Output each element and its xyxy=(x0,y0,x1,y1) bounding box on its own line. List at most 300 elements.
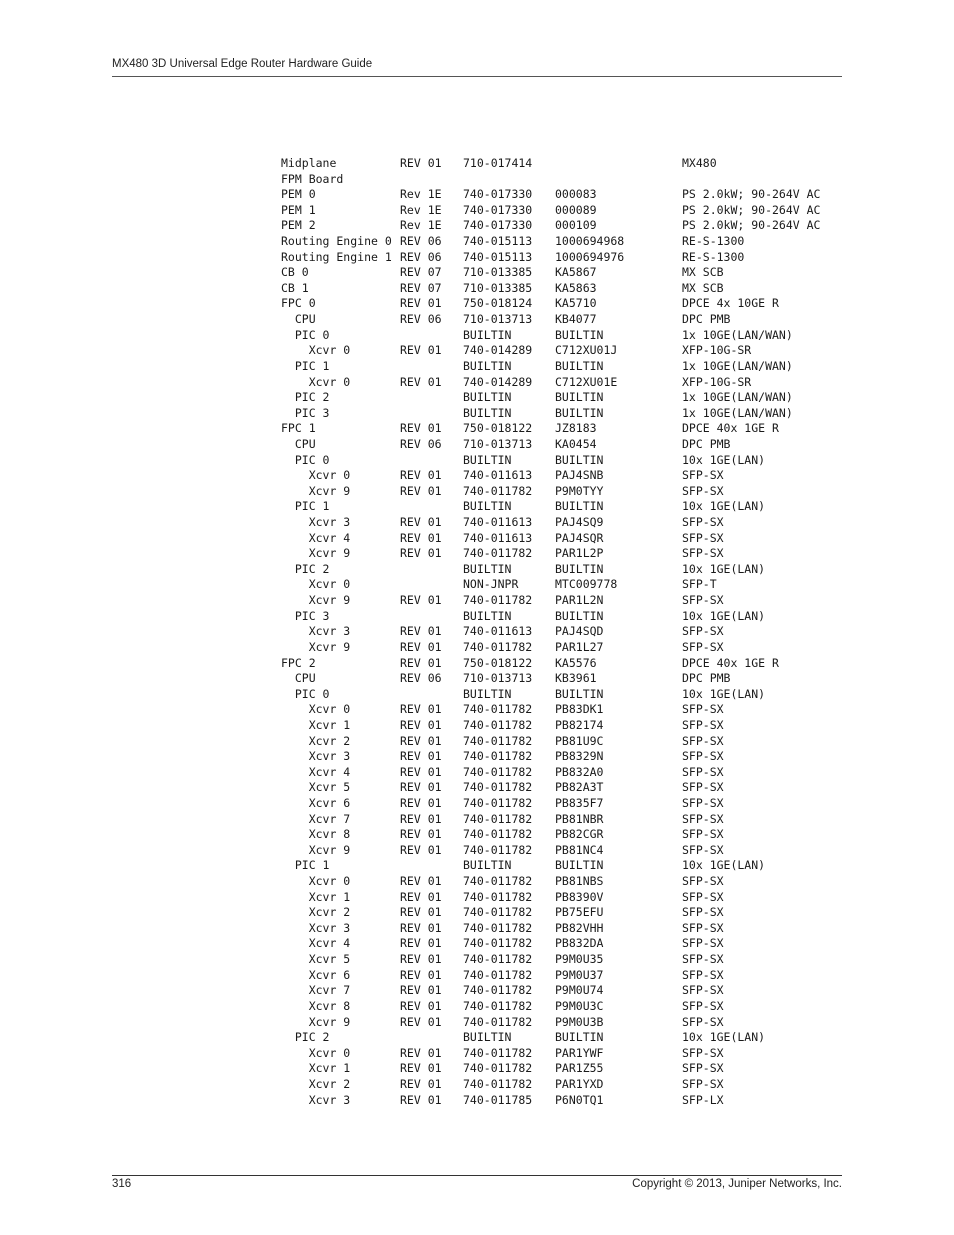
item-name: Xcvr 9 xyxy=(281,546,351,561)
inventory-row xyxy=(281,921,841,937)
serial-number: KA5863 xyxy=(555,280,597,295)
serial-number: 000109 xyxy=(555,218,597,233)
description: SFP-SX xyxy=(682,967,724,982)
inventory-row xyxy=(281,983,841,999)
version: REV 01 xyxy=(400,296,442,311)
serial-number: PB835F7 xyxy=(555,795,604,810)
inventory-row xyxy=(281,156,841,172)
inventory-row xyxy=(281,484,841,500)
part-number: 740-011613 xyxy=(463,468,533,483)
inventory-row xyxy=(281,609,841,625)
version: REV 01 xyxy=(400,702,442,717)
part-number: BUILTIN xyxy=(463,327,512,342)
part-number: 740-011782 xyxy=(463,842,533,857)
part-number: 740-011613 xyxy=(463,530,533,545)
item-name: PIC 3 xyxy=(281,608,330,623)
inventory-row xyxy=(281,765,841,781)
part-number: BUILTIN xyxy=(463,858,512,873)
item-name: Routing Engine 1 xyxy=(281,249,392,264)
part-number: 740-011782 xyxy=(463,1014,533,1029)
part-number: BUILTIN xyxy=(463,1030,512,1045)
version: REV 01 xyxy=(400,343,442,358)
part-number: 740-014289 xyxy=(463,343,533,358)
inventory-row xyxy=(281,1077,841,1093)
version: REV 01 xyxy=(400,889,442,904)
part-number: 740-011782 xyxy=(463,639,533,654)
page-number: 316 xyxy=(112,1178,132,1190)
description: MX SCB xyxy=(682,280,724,295)
item-name: Xcvr 0 xyxy=(281,1045,351,1060)
part-number: 710-013385 xyxy=(463,280,533,295)
item-name: Xcvr 1 xyxy=(281,717,351,732)
part-number: 740-011782 xyxy=(463,1076,533,1091)
inventory-row xyxy=(281,281,841,297)
serial-number: PB83DK1 xyxy=(555,702,604,717)
item-name: PEM 0 xyxy=(281,187,316,202)
serial-number: PB832A0 xyxy=(555,764,604,779)
version: REV 01 xyxy=(400,983,442,998)
version: REV 01 xyxy=(400,1092,442,1107)
description: 10x 1GE(LAN) xyxy=(682,686,766,701)
part-number: 740-017330 xyxy=(463,187,533,202)
version: REV 01 xyxy=(400,483,442,498)
version: REV 01 xyxy=(400,764,442,779)
description: SFP-SX xyxy=(682,827,724,842)
serial-number: KB3961 xyxy=(555,671,597,686)
serial-number: PAR1YWF xyxy=(555,1045,604,1060)
description: RE-S-1300 xyxy=(682,234,745,249)
part-number: 750-018124 xyxy=(463,296,533,311)
part-number: 750-018122 xyxy=(463,421,533,436)
serial-number: PAJ4SQD xyxy=(555,624,604,639)
item-name: Xcvr 8 xyxy=(281,998,351,1013)
inventory-row xyxy=(281,218,841,234)
serial-number: 1000694976 xyxy=(555,249,625,264)
description: SFP-SX xyxy=(682,764,724,779)
inventory-row xyxy=(281,999,841,1015)
version: REV 01 xyxy=(400,624,442,639)
serial-number: BUILTIN xyxy=(555,686,604,701)
version: REV 01 xyxy=(400,920,442,935)
serial-number: BUILTIN xyxy=(555,1030,604,1045)
serial-number: 000089 xyxy=(555,202,597,217)
description: XFP-10G-SR xyxy=(682,343,752,358)
part-number: 740-011782 xyxy=(463,483,533,498)
part-number: BUILTIN xyxy=(463,452,512,467)
description: SFP-SX xyxy=(682,889,724,904)
item-name: PIC 0 xyxy=(281,686,330,701)
serial-number: PB82VHH xyxy=(555,920,604,935)
part-number: NON-JNPR xyxy=(463,577,519,592)
inventory-row xyxy=(281,687,841,703)
item-name: Xcvr 1 xyxy=(281,1061,351,1076)
item-name: PIC 3 xyxy=(281,405,330,420)
item-name: PEM 2 xyxy=(281,218,316,233)
inventory-row xyxy=(281,671,841,687)
inventory-row xyxy=(281,718,841,734)
version: REV 01 xyxy=(400,717,442,732)
item-name: CB 0 xyxy=(281,265,309,280)
description: 10x 1GE(LAN) xyxy=(682,608,766,623)
inventory-row xyxy=(281,827,841,843)
part-number: 740-011782 xyxy=(463,749,533,764)
description: SFP-SX xyxy=(682,733,724,748)
inventory-row xyxy=(281,234,841,250)
part-number: 740-011782 xyxy=(463,1061,533,1076)
item-name: Xcvr 2 xyxy=(281,1076,351,1091)
serial-number: BUILTIN xyxy=(555,452,604,467)
version: REV 01 xyxy=(400,842,442,857)
part-number: 710-013713 xyxy=(463,671,533,686)
item-name: Xcvr 3 xyxy=(281,920,351,935)
version: REV 01 xyxy=(400,655,442,670)
inventory-row xyxy=(281,203,841,219)
version: REV 01 xyxy=(400,795,442,810)
inventory-row xyxy=(281,359,841,375)
description: DPC PMB xyxy=(682,671,731,686)
inventory-row xyxy=(281,421,841,437)
serial-number: PB82174 xyxy=(555,717,604,732)
serial-number: BUILTIN xyxy=(555,405,604,420)
inventory-row xyxy=(281,812,841,828)
serial-number: PB81NBS xyxy=(555,874,604,889)
description: SFP-SX xyxy=(682,936,724,951)
description: SFP-SX xyxy=(682,780,724,795)
part-number: BUILTIN xyxy=(463,390,512,405)
part-number: 710-017414 xyxy=(463,156,533,170)
description: SFP-LX xyxy=(682,1092,724,1107)
description: SFP-SX xyxy=(682,717,724,732)
description: PS 2.0kW; 90-264V AC xyxy=(682,187,821,202)
part-number: 710-013713 xyxy=(463,312,533,327)
version: REV 01 xyxy=(400,530,442,545)
serial-number: P9M0U35 xyxy=(555,952,604,967)
version: REV 06 xyxy=(400,312,442,327)
inventory-row xyxy=(281,1093,841,1109)
inventory-row xyxy=(281,468,841,484)
description: DPCE 4x 10GE R xyxy=(682,296,779,311)
item-name: Xcvr 0 xyxy=(281,343,351,358)
footer-divider xyxy=(112,1175,842,1176)
description: SFP-SX xyxy=(682,749,724,764)
serial-number: KA5576 xyxy=(555,655,597,670)
serial-number: KA5710 xyxy=(555,296,597,311)
inventory-row xyxy=(281,874,841,890)
inventory-row xyxy=(281,1061,841,1077)
version: REV 01 xyxy=(400,780,442,795)
item-name: Xcvr 1 xyxy=(281,889,351,904)
item-name: PIC 0 xyxy=(281,452,330,467)
item-name: PIC 2 xyxy=(281,1030,330,1045)
part-number: 740-011782 xyxy=(463,733,533,748)
serial-number: P9M0TYY xyxy=(555,483,604,498)
version: REV 01 xyxy=(400,1045,442,1060)
version: REV 01 xyxy=(400,749,442,764)
part-number: 750-018122 xyxy=(463,655,533,670)
item-name: PIC 1 xyxy=(281,499,330,514)
item-name: Midplane xyxy=(281,156,337,170)
description: 10x 1GE(LAN) xyxy=(682,858,766,873)
serial-number: PB81U9C xyxy=(555,733,604,748)
part-number: 740-011782 xyxy=(463,1045,533,1060)
description: 1x 10GE(LAN/WAN) xyxy=(682,327,793,342)
inventory-row xyxy=(281,749,841,765)
inventory-row xyxy=(281,936,841,952)
inventory-row xyxy=(281,343,841,359)
inventory-row xyxy=(281,250,841,266)
item-name: Xcvr 3 xyxy=(281,749,351,764)
inventory-row xyxy=(281,858,841,874)
serial-number: BUILTIN xyxy=(555,858,604,873)
item-name: Routing Engine 0 xyxy=(281,234,392,249)
item-name: Xcvr 6 xyxy=(281,795,351,810)
description: 10x 1GE(LAN) xyxy=(682,452,766,467)
description: SFP-SX xyxy=(682,920,724,935)
description: RE-S-1300 xyxy=(682,249,745,264)
part-number: 740-014289 xyxy=(463,374,533,389)
version: REV 01 xyxy=(400,1061,442,1076)
serial-number: PB81NC4 xyxy=(555,842,604,857)
inventory-row xyxy=(281,515,841,531)
inventory-row xyxy=(281,656,841,672)
serial-number: PB832DA xyxy=(555,936,604,951)
inventory-row xyxy=(281,312,841,328)
description: SFP-SX xyxy=(682,952,724,967)
serial-number: C712XU01E xyxy=(555,374,618,389)
description: SFP-SX xyxy=(682,795,724,810)
part-number: 740-015113 xyxy=(463,249,533,264)
part-number: 740-011782 xyxy=(463,874,533,889)
description: PS 2.0kW; 90-264V AC xyxy=(682,202,821,217)
inventory-row xyxy=(281,390,841,406)
item-name: Xcvr 0 xyxy=(281,577,351,592)
description: SFP-SX xyxy=(682,546,724,561)
inventory-row xyxy=(281,328,841,344)
item-name: Xcvr 7 xyxy=(281,811,351,826)
serial-number: PAR1YXD xyxy=(555,1076,604,1091)
description: SFP-T xyxy=(682,577,717,592)
description: MX480 xyxy=(682,156,717,170)
version: REV 01 xyxy=(400,874,442,889)
item-name: FPC 1 xyxy=(281,421,316,436)
part-number: 740-011782 xyxy=(463,952,533,967)
serial-number: BUILTIN xyxy=(555,608,604,623)
copyright-notice: Copyright © 2013, Juniper Networks, Inc. xyxy=(632,1178,842,1190)
description: DPC PMB xyxy=(682,312,731,327)
serial-number: KA0454 xyxy=(555,436,597,451)
description: SFP-SX xyxy=(682,593,724,608)
item-name: PIC 2 xyxy=(281,390,330,405)
description: SFP-SX xyxy=(682,998,724,1013)
serial-number: PB82A3T xyxy=(555,780,604,795)
description: SFP-SX xyxy=(682,1014,724,1029)
item-name: PIC 0 xyxy=(281,327,330,342)
item-name: FPC 2 xyxy=(281,655,316,670)
description: SFP-SX xyxy=(682,842,724,857)
serial-number: BUILTIN xyxy=(555,358,604,373)
version: REV 01 xyxy=(400,967,442,982)
inventory-row xyxy=(281,734,841,750)
part-number: 740-011782 xyxy=(463,795,533,810)
item-name: Xcvr 3 xyxy=(281,515,351,530)
item-name: CB 1 xyxy=(281,280,309,295)
item-name: Xcvr 5 xyxy=(281,952,351,967)
serial-number: PB8329N xyxy=(555,749,604,764)
version: REV 07 xyxy=(400,265,442,280)
part-number: 740-011782 xyxy=(463,905,533,920)
version: REV 07 xyxy=(400,280,442,295)
serial-number: BUILTIN xyxy=(555,499,604,514)
item-name: Xcvr 2 xyxy=(281,905,351,920)
item-name: Xcvr 6 xyxy=(281,967,351,982)
part-number: 740-017330 xyxy=(463,218,533,233)
part-number: 740-011782 xyxy=(463,967,533,982)
item-name: Xcvr 9 xyxy=(281,842,351,857)
item-name: Xcvr 0 xyxy=(281,702,351,717)
inventory-row xyxy=(281,1046,841,1062)
part-number: 740-011613 xyxy=(463,624,533,639)
inventory-row xyxy=(281,562,841,578)
part-number: BUILTIN xyxy=(463,561,512,576)
item-name: Xcvr 4 xyxy=(281,530,351,545)
item-name: Xcvr 0 xyxy=(281,374,351,389)
serial-number: MTC009778 xyxy=(555,577,618,592)
page-header-title: MX480 3D Universal Edge Router Hardware Guide xyxy=(112,58,373,70)
description: 1x 10GE(LAN/WAN) xyxy=(682,358,793,373)
description: 10x 1GE(LAN) xyxy=(682,499,766,514)
part-number: 740-011782 xyxy=(463,998,533,1013)
hardware-inventory-listing xyxy=(281,156,841,1108)
item-name: Xcvr 3 xyxy=(281,624,351,639)
description: SFP-SX xyxy=(682,1045,724,1060)
part-number: 740-017330 xyxy=(463,202,533,217)
description: DPC PMB xyxy=(682,436,731,451)
inventory-row xyxy=(281,187,841,203)
serial-number: PB81NBR xyxy=(555,811,604,826)
item-name: Xcvr 9 xyxy=(281,1014,351,1029)
serial-number: P6N0TQ1 xyxy=(555,1092,604,1107)
inventory-row xyxy=(281,1030,841,1046)
description: 10x 1GE(LAN) xyxy=(682,1030,766,1045)
serial-number: P9M0U3B xyxy=(555,1014,604,1029)
item-name: Xcvr 0 xyxy=(281,468,351,483)
version: REV 01 xyxy=(400,905,442,920)
version: REV 01 xyxy=(400,733,442,748)
serial-number: KA5867 xyxy=(555,265,597,280)
serial-number: 000083 xyxy=(555,187,597,202)
inventory-row xyxy=(281,890,841,906)
item-name: Xcvr 4 xyxy=(281,764,351,779)
inventory-row xyxy=(281,1015,841,1031)
inventory-row xyxy=(281,577,841,593)
description: SFP-SX xyxy=(682,905,724,920)
part-number: 740-011782 xyxy=(463,546,533,561)
description: SFP-SX xyxy=(682,639,724,654)
version: Rev 1E xyxy=(400,218,442,233)
part-number: 740-011782 xyxy=(463,983,533,998)
serial-number: BUILTIN xyxy=(555,390,604,405)
part-number: 710-013713 xyxy=(463,436,533,451)
item-name: Xcvr 3 xyxy=(281,1092,351,1107)
serial-number: PB82CGR xyxy=(555,827,604,842)
description: DPCE 40x 1GE R xyxy=(682,421,779,436)
inventory-row xyxy=(281,593,841,609)
inventory-row xyxy=(281,640,841,656)
serial-number: P9M0U74 xyxy=(555,983,604,998)
part-number: BUILTIN xyxy=(463,686,512,701)
description: SFP-SX xyxy=(682,483,724,498)
item-name: Xcvr 2 xyxy=(281,733,351,748)
inventory-row xyxy=(281,796,841,812)
part-number: BUILTIN xyxy=(463,358,512,373)
part-number: 740-011782 xyxy=(463,764,533,779)
serial-number: BUILTIN xyxy=(555,561,604,576)
item-name: Xcvr 8 xyxy=(281,827,351,842)
version: REV 01 xyxy=(400,374,442,389)
part-number: 740-015113 xyxy=(463,234,533,249)
part-number: 740-011782 xyxy=(463,827,533,842)
serial-number: PAJ4SQ9 xyxy=(555,515,604,530)
part-number: 740-011782 xyxy=(463,717,533,732)
inventory-row xyxy=(281,624,841,640)
item-name: Xcvr 0 xyxy=(281,874,351,889)
item-name: Xcvr 9 xyxy=(281,639,351,654)
inventory-row xyxy=(281,905,841,921)
serial-number: PB8390V xyxy=(555,889,604,904)
description: SFP-SX xyxy=(682,1061,724,1076)
version: REV 01 xyxy=(400,421,442,436)
item-name: CPU xyxy=(281,671,316,686)
item-name: PIC 1 xyxy=(281,358,330,373)
version: REV 06 xyxy=(400,671,442,686)
description: SFP-SX xyxy=(682,1076,724,1091)
version: REV 01 xyxy=(400,156,442,170)
item-name: Xcvr 9 xyxy=(281,483,351,498)
part-number: 740-011782 xyxy=(463,811,533,826)
item-name: PIC 1 xyxy=(281,858,330,873)
description: SFP-SX xyxy=(682,874,724,889)
part-number: 710-013385 xyxy=(463,265,533,280)
version: REV 01 xyxy=(400,515,442,530)
description: XFP-10G-SR xyxy=(682,374,752,389)
version: REV 01 xyxy=(400,546,442,561)
serial-number: PAR1L27 xyxy=(555,639,604,654)
version: REV 01 xyxy=(400,468,442,483)
part-number: BUILTIN xyxy=(463,499,512,514)
inventory-row xyxy=(281,453,841,469)
inventory-row xyxy=(281,780,841,796)
description: SFP-SX xyxy=(682,811,724,826)
item-name: Xcvr 4 xyxy=(281,936,351,951)
version: REV 06 xyxy=(400,249,442,264)
version: REV 01 xyxy=(400,1014,442,1029)
part-number: 740-011785 xyxy=(463,1092,533,1107)
description: SFP-SX xyxy=(682,468,724,483)
version: REV 01 xyxy=(400,998,442,1013)
inventory-row xyxy=(281,375,841,391)
serial-number: PAJ4SQR xyxy=(555,530,604,545)
description: DPCE 40x 1GE R xyxy=(682,655,779,670)
version: REV 01 xyxy=(400,593,442,608)
inventory-row xyxy=(281,968,841,984)
serial-number: JZ8183 xyxy=(555,421,597,436)
part-number: 740-011782 xyxy=(463,780,533,795)
inventory-row xyxy=(281,952,841,968)
serial-number: 1000694968 xyxy=(555,234,625,249)
header-divider xyxy=(112,76,842,77)
item-name: PIC 2 xyxy=(281,561,330,576)
description: SFP-SX xyxy=(682,702,724,717)
